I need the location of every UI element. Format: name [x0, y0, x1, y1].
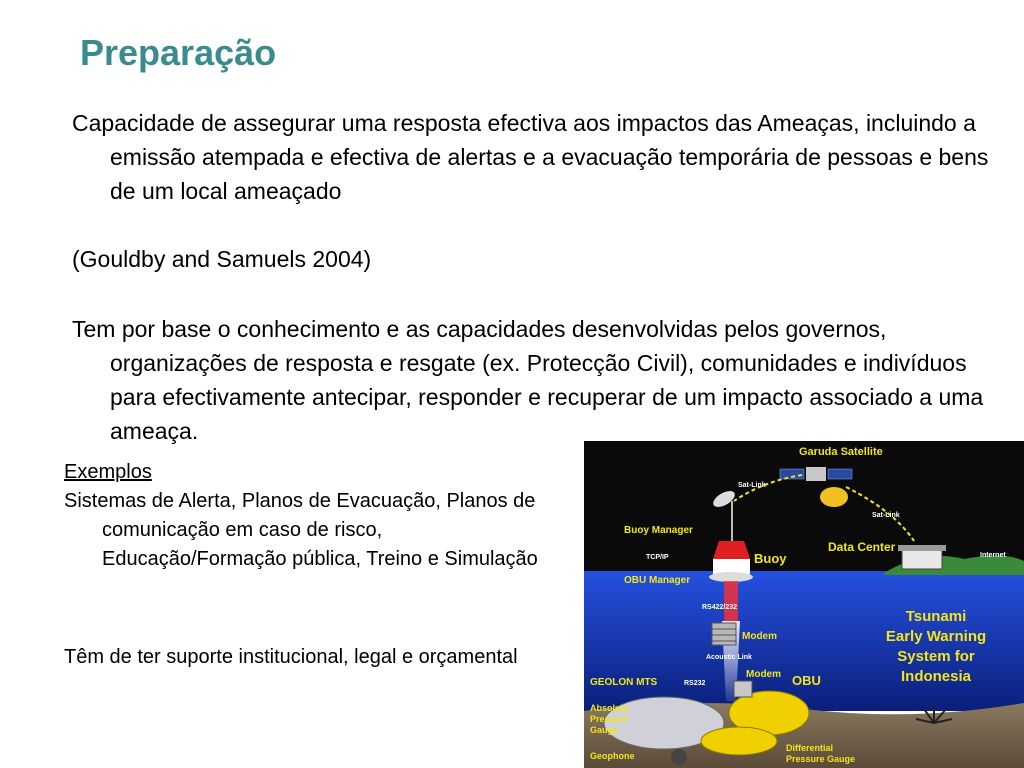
label-data-center: Data Center: [828, 540, 896, 554]
label-tsunami-line1: Tsunami: [905, 608, 967, 625]
label-rs422: RS422/232: [702, 604, 738, 611]
geophone-icon: [671, 749, 687, 765]
slide-title: Preparação: [80, 32, 277, 73]
label-obu: OBU: [792, 673, 821, 688]
label-gauge: Gauge: [590, 725, 619, 735]
paragraph-capacity: Capacidade de assegurar uma resposta efectiva aos impactos das Ameaças, incluindo a emissão atempada e efectiva de alertas e a evacuação temporária de pessoas e bens de um local ameaçado: [72, 110, 989, 204]
label-geolon: GEOLON MTS: [590, 677, 658, 688]
label-absolute: Absolute: [590, 703, 629, 713]
label-pressure: Pressure: [590, 714, 629, 724]
examples-heading: Exemplos: [64, 461, 152, 483]
label-differential: Differential: [786, 743, 834, 753]
label-rs232: RS232: [684, 680, 706, 687]
label-modem-bottom: Modem: [746, 669, 781, 680]
label-tsunami-line3: System for: [897, 648, 975, 665]
sky-background: [584, 441, 1024, 571]
examples-list: Sistemas de Alerta, Planos de Evacuação, Planos de comunicação em caso de risco, Educação/Formação pública, Treino e Simulação: [64, 490, 538, 570]
label-geophone: Geophone: [590, 751, 635, 761]
cable-line: [724, 581, 738, 621]
data-center-roof: [898, 545, 946, 551]
label-tsunami-line2: Early Warning: [885, 628, 987, 645]
label-buoy-manager: Buoy Manager: [624, 525, 693, 536]
tsunami-warning-diagram: [584, 441, 1024, 768]
label-modem-top: Modem: [742, 631, 777, 642]
support-text: Têm de ter suporte institucional, legal e orçamental: [64, 646, 518, 668]
label-acoustic-link: Acoustic Link: [706, 654, 752, 661]
label-buoy: Buoy: [754, 551, 787, 566]
label-tsunami-line4: Indonesia: [900, 668, 972, 685]
label-pressure-gauge: Pressure Gauge: [786, 754, 856, 764]
data-center-building: [902, 549, 942, 569]
satellite-icon: [780, 467, 852, 481]
label-sat-link-right: Sat-Link: [872, 512, 900, 519]
citation: (Gouldby and Samuels 2004): [72, 246, 372, 272]
label-obu-manager: OBU Manager: [624, 575, 691, 586]
satellite-dish-icon: [820, 487, 848, 507]
paragraph-basis: Tem por base o conhecimento e as capacidades desenvolvidas pelos governos, organizações de resposta e resgate (ex. Protecção Civil), comunidades e indivíduos para efectivamente antecipar, responder e recuperar de um impacto associado a uma ameaça.: [72, 316, 984, 444]
label-tcpip: TCP/IP: [646, 554, 669, 561]
label-sat-link-left: Sat-Link: [738, 482, 766, 489]
label-internet: Internet: [980, 552, 1006, 559]
label-satellite: Garuda Satellite: [799, 446, 883, 458]
modem-top-icon: [712, 623, 736, 645]
